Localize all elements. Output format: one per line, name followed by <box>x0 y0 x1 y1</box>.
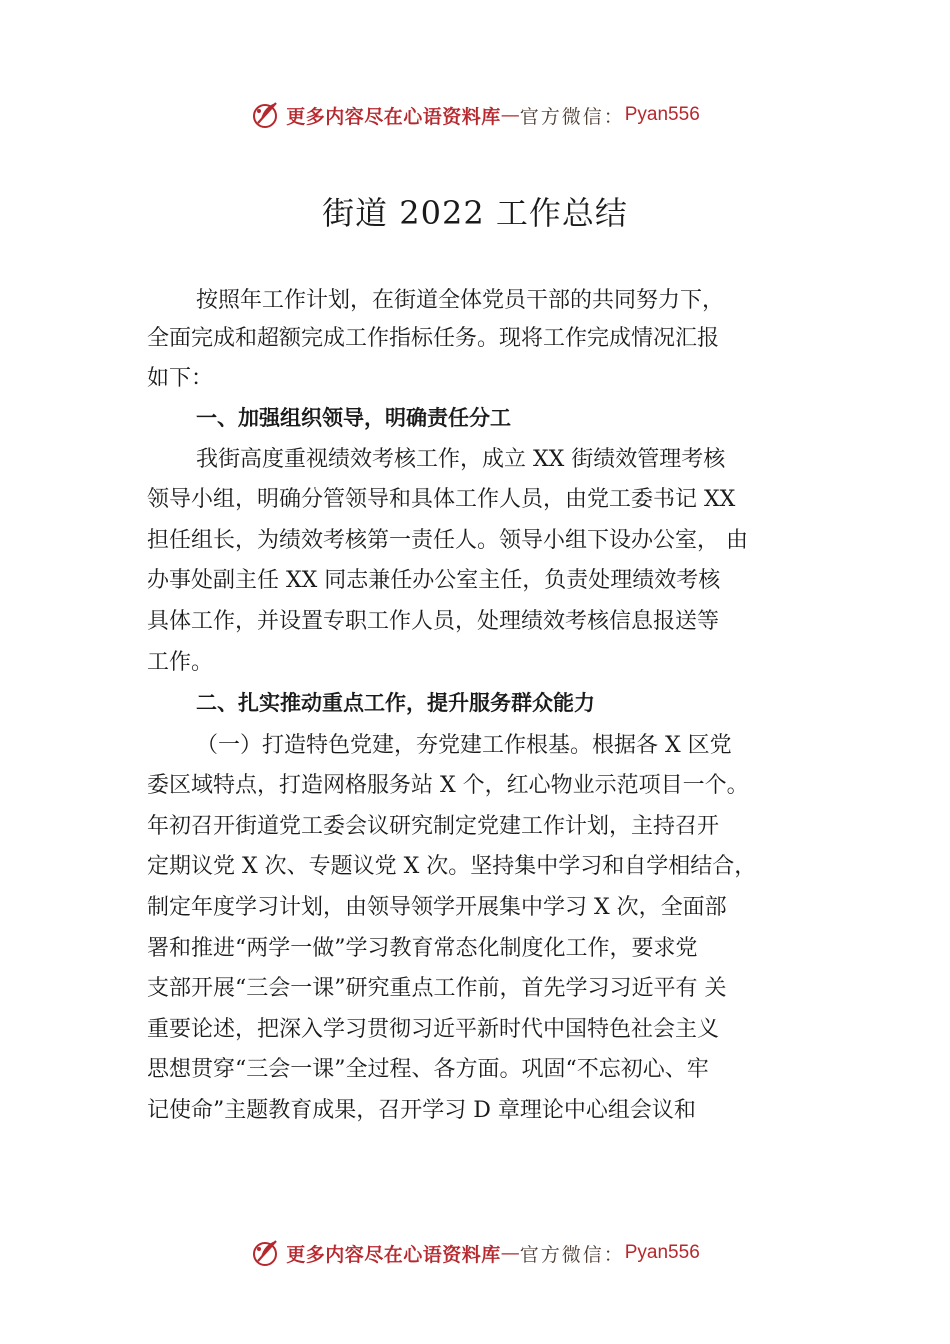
banner-wechat-label: 官方微信： <box>519 1243 625 1266</box>
feather-logo-icon <box>250 99 282 131</box>
banner-dash: — <box>500 1242 520 1264</box>
banner-wechat-id: Pyan556 <box>624 1242 700 1263</box>
banner-brand-text: 更多内容尽在心语资料库 <box>286 105 501 128</box>
paragraph-line: （一）打造特色党建，夯党建工作根基。根据各 X 区党 <box>196 733 732 758</box>
section-heading-2: 二、扎实推动重点工作，提升服务群众能力 <box>196 691 595 715</box>
paragraph-line: 定期议党 X 次、专题议党 X 次。坚持集中学习和自学相结合， <box>147 854 757 879</box>
paragraph-line: 署和推进“两学一做”学习教育常态化制度化工作，要求党 <box>147 936 698 961</box>
paragraph-line: 记使命”主题教育成果，召开学习 D 章理论中心组会议和 <box>147 1098 696 1123</box>
banner-brand-text: 更多内容尽在心语资料库 <box>286 1243 501 1266</box>
paragraph-line: 如下： <box>147 366 214 391</box>
banner-dash: — <box>500 104 520 126</box>
page-title: 街道 2022 工作总结 <box>322 194 628 232</box>
paragraph-line: 我街高度重视绩效考核工作，成立 XX 街绩效管理考核 <box>196 447 726 472</box>
footer-banner <box>0 1233 950 1273</box>
feather-logo-icon <box>250 1237 282 1269</box>
banner-wechat-id: Pyan556 <box>624 104 700 125</box>
paragraph-line: 具体工作，并设置专职工作人员，处理绩效考核信息报送等 <box>147 609 720 634</box>
paragraph-line: 年初召开街道党工委会议研究制定党建工作计划，主持召开 <box>147 814 720 839</box>
paragraph-line: 工作。 <box>147 650 214 675</box>
paragraph-line: 委区域特点，打造网格服务站 X 个，红心物业示范项目一个。 <box>147 773 749 798</box>
paragraph-line: 领导小组，明确分管领导和具体工作人员，由党工委书记 XX <box>147 487 736 512</box>
paragraph-line: 担任组长，为绩效考核第一责任人。领导小组下设办公室， 由 <box>147 528 748 553</box>
header-banner <box>0 95 950 135</box>
paragraph-line: 制定年度学习计划，由领导领学开展集中学习 X 次，全面部 <box>147 895 727 920</box>
banner-wechat-label: 官方微信： <box>519 105 625 128</box>
paragraph-line: 办事处副主任 XX 同志兼任办公室主任，负责处理绩效考核 <box>147 568 721 593</box>
paragraph-line: 全面完成和超额完成工作指标任务。现将工作完成情况汇报 <box>147 326 720 351</box>
section-heading-1: 一、加强组织领导，明确责任分工 <box>196 406 511 430</box>
paragraph-line: 思想贯穿“三会一课”全过程、各方面。巩固“不忘初心、牢 <box>147 1057 709 1082</box>
paragraph-line: 按照年工作计划，在街道全体党员干部的共同努力下， <box>196 288 725 313</box>
paragraph-line: 支部开展“三会一课”研究重点工作前，首先学习习近平有 关 <box>147 976 727 1001</box>
paragraph-line: 重要论述，把深入学习贯彻习近平新时代中国特色社会主义 <box>147 1017 720 1042</box>
